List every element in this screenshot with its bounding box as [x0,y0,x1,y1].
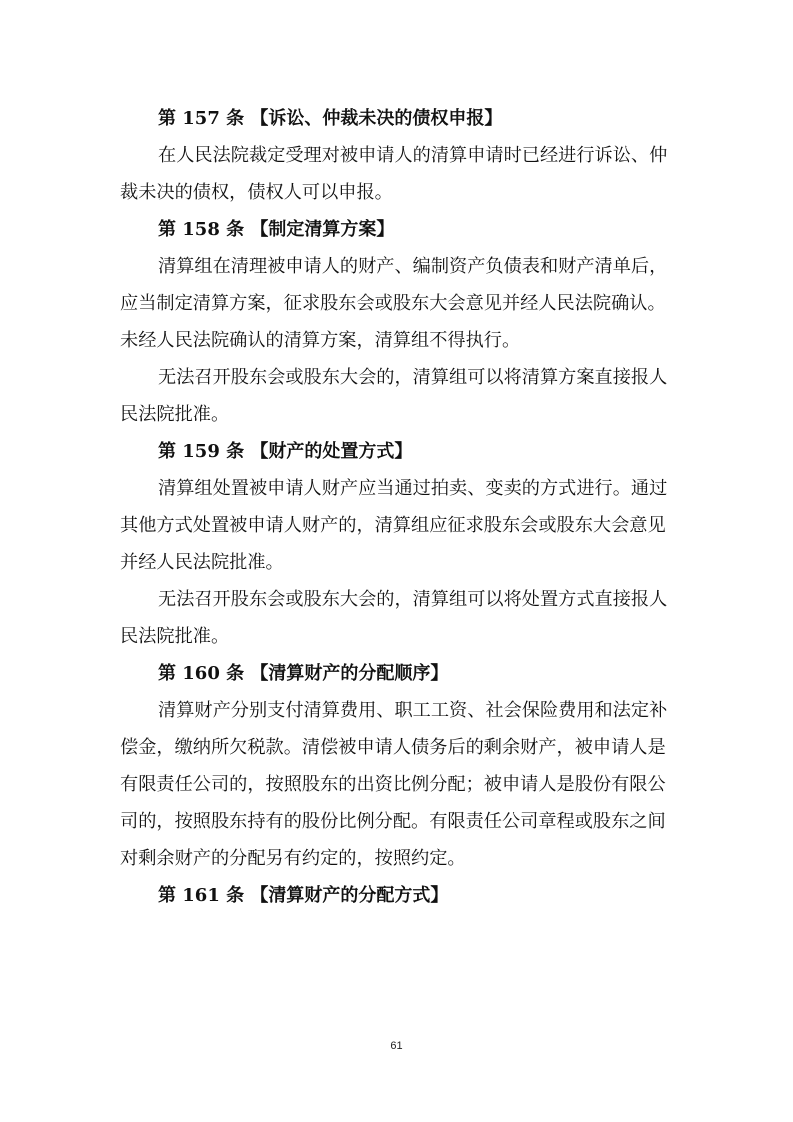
article-paragraph [120,248,680,359]
paragraph-line: 民法院批准。 [120,404,230,425]
page-number: 61 [390,1040,403,1052]
paragraph-line: 司的，按照股东持有的股份比例分配。有限责任公司章程或股东之间 [120,811,666,832]
article-paragraph [120,470,680,581]
paragraph-line: 清算财产分别支付清算费用、职工工资、社会保险费用和法定补 [158,700,668,721]
article-heading: 第 158 条 【制定清算方案】 [158,219,395,240]
page-content [120,100,680,914]
article-heading: 第 159 条 【财产的处置方式】 [158,441,413,462]
article-heading: 第 160 条 【清算财产的分配顺序】 [158,663,449,684]
article-paragraph [120,137,680,211]
article-paragraph [120,581,680,655]
paragraph-line: 并经人民法院批准。 [120,552,284,573]
paragraph-line: 其他方式处置被申请人财产的，清算组应征求股东会或股东大会意见 [120,515,666,536]
paragraph-line: 清算组处置被申请人财产应当通过拍卖、变卖的方式进行。通过 [158,478,668,499]
paragraph-line: 裁未决的债权，债权人可以申报。 [120,182,393,203]
paragraph-line: 无法召开股东会或股东大会的，清算组可以将处置方式直接报人 [158,589,668,610]
paragraph-line: 民法院批准。 [120,626,230,647]
article-heading: 第 161 条 【清算财产的分配方式】 [158,885,449,906]
paragraph-line: 未经人民法院确认的清算方案，清算组不得执行。 [120,330,521,351]
paragraph-line: 对剩余财产的分配另有约定的，按照约定。 [120,848,466,869]
article-paragraph [120,692,680,877]
paragraph-line: 有限责任公司的，按照股东的出资比例分配；被申请人是股份有限公 [120,774,666,795]
article-heading: 第 157 条 【诉讼、仲裁未决的债权申报】 [158,108,503,129]
paragraph-line: 清算组在清理被申请人的财产、编制资产负债表和财产清单后， [158,256,668,277]
paragraph-line: 无法召开股东会或股东大会的，清算组可以将清算方案直接报人 [158,367,668,388]
article-paragraph [120,359,680,433]
paragraph-line: 在人民法院裁定受理对被申请人的清算申请时已经进行诉讼、仲 [158,145,668,166]
paragraph-line: 偿金，缴纳所欠税款。清偿被申请人债务后的剩余财产，被申请人是 [120,737,666,758]
paragraph-line: 应当制定清算方案，征求股东会或股东大会意见并经人民法院确认。 [120,293,666,314]
